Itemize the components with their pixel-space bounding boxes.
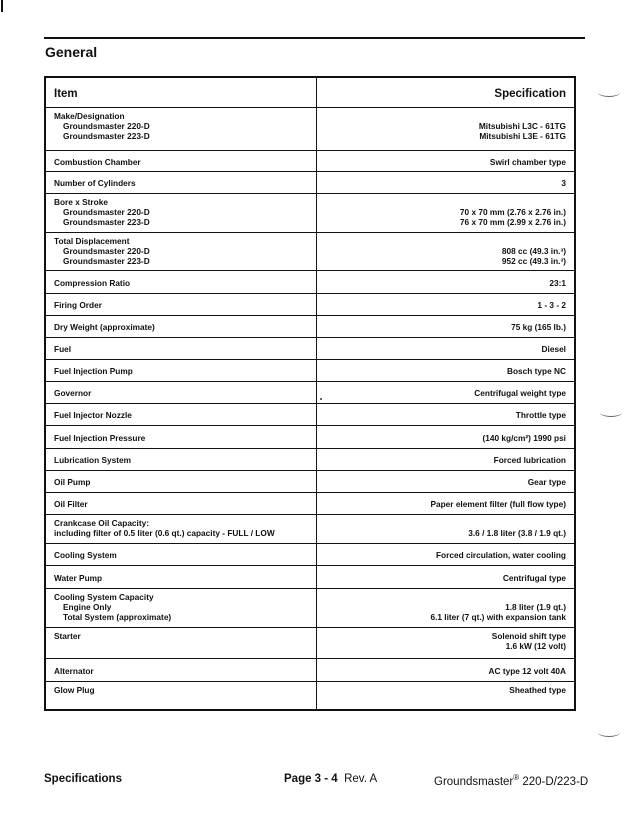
- item-cell: [45, 426, 317, 449]
- specification-cell: [317, 589, 576, 628]
- item-cell: [45, 659, 317, 682]
- specification-value: Mitsubishi L3E - 61TG: [479, 131, 566, 141]
- specification-value: 76 x 70 mm (2.99 x 2.76 in.): [459, 217, 566, 227]
- footer-model: 220-D/223-D: [519, 775, 589, 788]
- item-label: Alternator: [54, 665, 94, 676]
- table-row: [45, 589, 575, 628]
- table-row: [45, 382, 575, 404]
- spacer: [325, 197, 566, 207]
- spacer: [325, 111, 566, 121]
- item-sub-label: including filter of 0.5 liter (0.6 qt.) capacity - FULL / LOW: [54, 528, 275, 538]
- item-label: Number of Cylinders: [54, 178, 136, 188]
- specification-value: Gear type: [527, 477, 566, 487]
- specification-value: Diesel: [541, 344, 566, 354]
- specification-value: Mitsubishi L3C - 61TG: [478, 121, 566, 131]
- specification-value: Forced circulation, water cooling: [435, 550, 566, 560]
- table-row: [45, 271, 575, 294]
- item-label: Water Pump: [54, 572, 103, 583]
- table-row: [45, 682, 575, 710]
- specification-value: 23:1: [549, 277, 566, 288]
- specification-value: Throttle type: [515, 410, 566, 420]
- item-label: Bore x Stroke: [54, 197, 108, 207]
- specification-cell: [317, 194, 576, 233]
- item-label: Combustion Chamber: [54, 156, 141, 167]
- footer-brand: Groundsmaster: [434, 775, 514, 788]
- specification-cell: [317, 294, 576, 316]
- specification-cell: [317, 404, 576, 426]
- item-label: Fuel Injector Nozzle: [54, 410, 132, 420]
- item-sub-label: Engine Only: [63, 602, 112, 612]
- scan-artifact: [598, 88, 620, 97]
- specification-value: 6.1 liter (7 qt.) with expansion tank: [430, 612, 566, 622]
- item-cell: [45, 338, 317, 360]
- specification-cell: [317, 515, 576, 544]
- specification-value: 3: [561, 178, 566, 188]
- item-cell: [45, 271, 317, 294]
- specification-cell: [317, 316, 576, 338]
- table-row: [45, 404, 575, 426]
- table-row: [45, 426, 575, 449]
- table-row: [45, 471, 575, 493]
- specification-cell: [317, 628, 576, 659]
- specifications-table: [44, 76, 576, 711]
- item-label: Crankcase Oil Capacity:: [54, 518, 149, 528]
- specification-cell: [317, 471, 576, 493]
- table-row: [45, 449, 575, 471]
- specification-cell: [317, 382, 576, 404]
- item-label: Glow Plug: [54, 685, 95, 695]
- item-label: Starter: [54, 631, 81, 641]
- item-sub-label: Groundsmaster 223-D: [63, 217, 150, 227]
- item-label: Fuel: [54, 344, 72, 354]
- specification-cell: [317, 151, 576, 172]
- specification-value: Paper element filter (full flow type): [430, 499, 566, 509]
- specification-value: 1 - 3 - 2: [537, 300, 566, 310]
- item-label: Oil Filter: [54, 499, 88, 509]
- scan-artifact: [600, 408, 622, 417]
- header-rule: [44, 37, 585, 39]
- item-cell: [45, 493, 317, 515]
- item-cell: [45, 382, 317, 404]
- item-label: Firing Order: [54, 300, 102, 310]
- table-row: [45, 172, 575, 194]
- specification-value: 70 x 70 mm (2.76 x 2.76 in.): [459, 207, 566, 217]
- item-sub-label: Groundsmaster 223-D: [63, 131, 150, 141]
- specification-value: Swirl chamber type: [489, 156, 566, 167]
- specification-value: Solenoid shift type: [491, 631, 566, 641]
- table-row: [45, 294, 575, 316]
- item-cell: [45, 682, 317, 710]
- specification-cell: [317, 449, 576, 471]
- table-row: [45, 544, 575, 566]
- specification-value: 75 kg (165 lb.): [511, 322, 566, 332]
- item-label: Make/Designation: [54, 111, 125, 121]
- specification-value: (140 kg/cm²) 1990 psi: [482, 432, 566, 443]
- item-label: Total Displacement: [54, 236, 130, 246]
- footer-section-name: Specifications: [44, 773, 122, 785]
- item-cell: [45, 628, 317, 659]
- item-cell: [45, 566, 317, 589]
- item-sub-label: Groundsmaster 223-D: [63, 256, 150, 266]
- item-cell: [45, 294, 317, 316]
- scan-edge-mark: [1, 0, 3, 12]
- table-header-row: [45, 77, 575, 108]
- item-cell: [45, 404, 317, 426]
- spacer: [325, 236, 566, 246]
- table-row: [45, 108, 575, 151]
- footer-revision: Rev. A: [344, 773, 378, 785]
- specification-cell: [317, 271, 576, 294]
- specification-value: Forced lubrication: [493, 455, 566, 465]
- table-row: [45, 515, 575, 544]
- item-label: Dry Weight (approximate): [54, 322, 155, 332]
- item-label: Fuel Injection Pump: [54, 366, 133, 376]
- specification-value: Centrifugal type: [502, 572, 566, 583]
- item-label: Oil Pump: [54, 477, 91, 487]
- specification-value: 1.8 liter (1.9 qt.): [505, 602, 566, 612]
- table-row: [45, 360, 575, 382]
- specification-cell: [317, 493, 576, 515]
- item-cell: [45, 449, 317, 471]
- specification-value: 1.6 kW (12 volt): [505, 641, 566, 651]
- table-row: [45, 566, 575, 589]
- specification-value: Centrifugal weight type: [474, 388, 566, 398]
- table-row: [45, 338, 575, 360]
- item-label: Compression Ratio: [54, 277, 131, 288]
- table-row: [45, 316, 575, 338]
- item-label: Governor: [54, 388, 92, 398]
- specification-value: 808 cc (49.3 in.³): [501, 246, 566, 256]
- item-sub-label: Total System (approximate): [63, 612, 172, 622]
- specification-value: Bosch type NC: [506, 366, 566, 376]
- specification-cell: [317, 682, 576, 710]
- specification-cell: [317, 566, 576, 589]
- table-row: [45, 659, 575, 682]
- item-label: Cooling System: [54, 550, 117, 560]
- item-cell: [45, 515, 317, 544]
- item-cell: [45, 194, 317, 233]
- item-cell: [45, 108, 317, 151]
- table-row: [45, 151, 575, 172]
- item-cell: [45, 172, 317, 194]
- item-sub-label: Groundsmaster 220-D: [63, 207, 150, 217]
- item-cell: [45, 233, 317, 271]
- specification-value: [325, 518, 566, 528]
- specification-cell: [317, 360, 576, 382]
- specification-value: 952 cc (49.3 in.³): [501, 256, 566, 266]
- specification-value: AC type 12 volt 40A: [488, 665, 566, 676]
- section-title: General: [45, 44, 98, 60]
- specification-cell: [317, 233, 576, 271]
- spacer: [325, 592, 566, 602]
- item-cell: [45, 360, 317, 382]
- table-row: [45, 628, 575, 659]
- item-cell: [45, 316, 317, 338]
- specification-cell: [317, 659, 576, 682]
- specification-column-header: Specification: [317, 77, 576, 108]
- item-column-header: Item: [45, 77, 317, 108]
- footer-page-number: [284, 773, 377, 785]
- scan-artifact: [598, 728, 620, 737]
- item-sub-label: Groundsmaster 220-D: [63, 121, 150, 131]
- scan-dot: [320, 398, 322, 400]
- specification-cell: [317, 338, 576, 360]
- item-cell: [45, 471, 317, 493]
- footer-page: Page 3 - 4: [284, 773, 338, 785]
- specification-cell: [317, 108, 576, 151]
- item-label: Cooling System Capacity: [54, 592, 154, 602]
- item-label: Lubrication System: [54, 455, 131, 465]
- footer-product-name: [434, 773, 588, 788]
- table-row: [45, 233, 575, 271]
- specification-value: 3.6 / 1.8 liter (3.8 / 1.9 qt.): [468, 528, 566, 538]
- item-label: Fuel Injection Pressure: [54, 432, 146, 443]
- specification-cell: [317, 544, 576, 566]
- footer-registered-mark: ®: [513, 773, 520, 782]
- item-cell: [45, 151, 317, 172]
- item-sub-label: Groundsmaster 220-D: [63, 246, 150, 256]
- specification-cell: [317, 426, 576, 449]
- specification-value: Sheathed type: [509, 685, 566, 695]
- item-cell: [45, 544, 317, 566]
- table-row: [45, 493, 575, 515]
- specification-cell: [317, 172, 576, 194]
- table-row: [45, 194, 575, 233]
- item-cell: [45, 589, 317, 628]
